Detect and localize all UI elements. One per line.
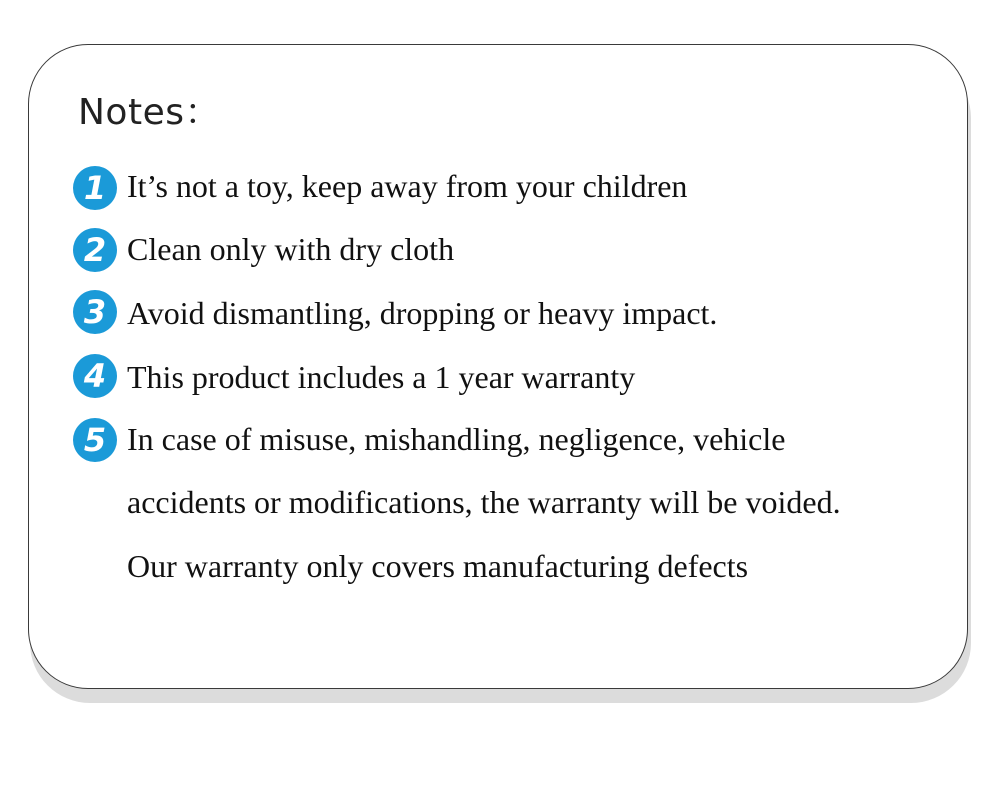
note-text-4: This product includes a 1 year warranty: [127, 359, 636, 395]
number-badge-3: [73, 290, 117, 334]
number-badge-4: [73, 354, 117, 398]
note-text-3: Avoid dismantling, dropping or heavy impact.: [127, 295, 718, 331]
badge-number-2: 2: [83, 231, 107, 269]
badge-number-4: 4: [83, 357, 107, 395]
number-badge-2: [73, 228, 117, 272]
note-text-5: In case of misuse, mishandling, negligence, vehicle: [127, 421, 786, 457]
note-text-5-continuation-2: Our warranty only covers manufacturing defects: [127, 548, 749, 584]
number-badge-1: [73, 166, 117, 210]
note-text-5-continuation-1: accidents or modifications, the warranty will be voided.: [127, 484, 841, 520]
note-text-1: It’s not a toy, keep away from your children: [127, 168, 688, 204]
notes-title: Notes：: [78, 92, 221, 133]
number-badge-5: [73, 418, 117, 462]
badge-number-1: 1: [83, 169, 107, 207]
note-text-2: Clean only with dry cloth: [127, 231, 455, 267]
badge-number-5: 5: [83, 421, 107, 459]
badge-number-3: 3: [83, 293, 107, 331]
